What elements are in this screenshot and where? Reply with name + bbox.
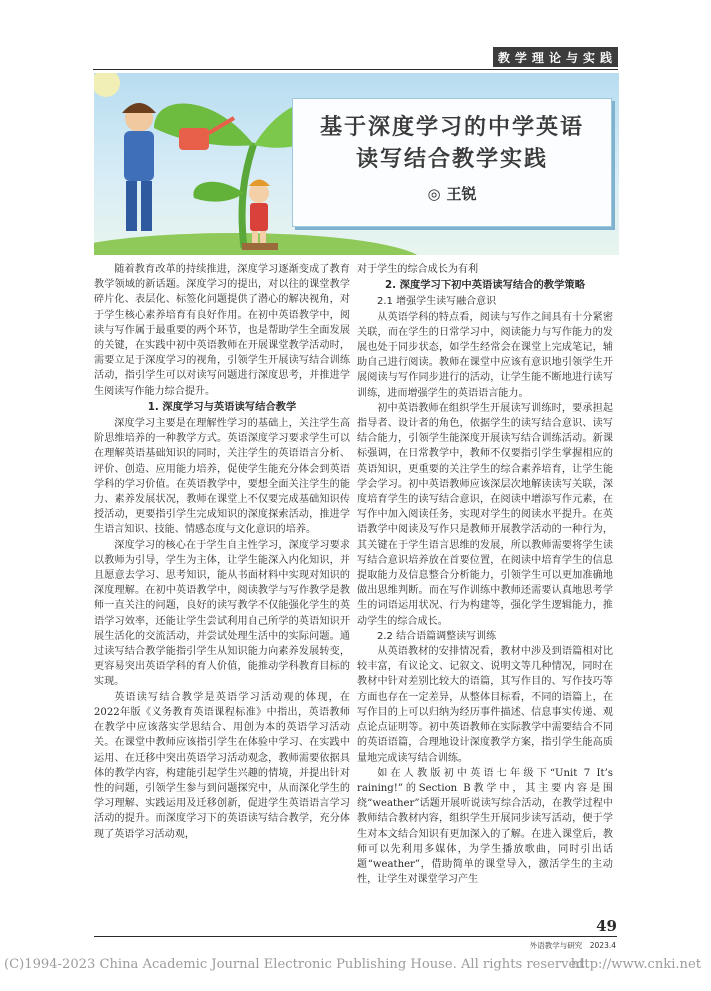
paragraph: 随着教育改革的持续推进，深度学习逐渐变成了教育教学领域的新话题。深度学习的提出，对以往的课堂教学碎片化、表层化、标签化问题提供了潜心的解决视角，对于学生核心素养培育有良好作用。在初中英语教学中，阅读与写作属于最重要的两个环节，也是帮助学生全面发展的关键，在实践中初中英语教师在开展课堂教学活动时，需要立足于深度学习的视角，引领学生开展读写结合训练活动，指引学生可以对读写问题进行深度思考，并推进学生阅读写作能力综合提升。 xyxy=(94,264,350,397)
bottom-rule xyxy=(94,936,617,937)
paragraph: 从英语学科的特点看，阅读与写作之间具有十分紧密关联，而在学生的日常学习中，阅读能力与写作能力的发展也处于同步状态，如学生经常会在课堂上完成笔记，辅助自己进行阅读。教师在课堂中应该有意识地引领学生开展阅读与写作同步进行的活动，让学生能不断地进行读写训练，进而增强学生的英语语言能力。 xyxy=(357,311,613,399)
section-tag-char: 践 xyxy=(599,50,613,65)
section-tag-char: 与 xyxy=(565,50,579,65)
author-mark: ◎ xyxy=(427,185,441,203)
section-tag-char: 教 xyxy=(497,50,511,65)
section-heading: 2. 深度学习下初中英语读写结合的教学策略 xyxy=(384,279,585,292)
paragraph: 初中英语教师在组织学生开展读写训练时，要承担起指导者、设计者的角色，依据学生的读写结合意识、读写结合能力，引领学生能深度开展读写结合训练活动。新课标强调，在日常教学中，教师不仅要指引学生掌握相应的英语知识，更重要的关注学生的综合素养培育，让学生能学会学习。初中英语教师应该深层次地解读读写关联，深度培育学生的读写结合意识，在阅读中增添写作元素，在写作中加入阅读任务，实现对学生的阅读水平提升。在英语教学中阅读及写作只是教师开展教学活动的一种行为，其关键在于学生语言思维的发展，所以教师需要将学生读写结合意识培养放在首要位置，在阅读中培育学生的信息提取能力及信息整合分析能力，引领学生可以更加准确地做出思维判断。而在写作训练中教师还需要认真地思考学生的词语运用状况、行为构建等，强化学生逻辑能力，推动学生的综合成长。 xyxy=(357,402,613,627)
journal-info: 外语教学与研究 2023.4 xyxy=(529,941,616,950)
top-rule xyxy=(93,69,618,70)
copyright-url: http://www.cnki.net xyxy=(570,957,701,972)
right-column xyxy=(357,262,613,887)
paragraph: 英语读写结合教学是英语学习活动观的体现，在2022年版《义务教育英语课程标准》中指出，英语教师在教学中应该落实学思结合、用创为本的英语学习活动关。在课堂中教师应该指引学生在体验中学习、在实践中运用、在迁移中突出英语学习活动观念，教师需要依据具体的教学内容，构建能引起学生兴趣的情境，并提出针对性的问题，引领学生参与到问题探究中，从而深化学生的学习理解、实践运用及迁移创新，促进学生英语语言学习活动的提升。而深度学习下的英语读写结合教学，充分体现了英语学习活动观， xyxy=(94,691,350,840)
paragraph: 如在人教版初中英语七年级下“Unit 7 It’s raining!”的Section B教学中，其主要内容是围绕“weather”话题开展听说读写综合活动，在教学过程中教师结合教材内容，组织学生开展同步读写活动，便于学生对本文结合知识有更加深入的了解。在进入课堂后，教师可以先利用多媒体，为学生播放歌曲，同时引出话题“weather”，借助简单的课堂导入，激活学生的主动性，让学生对课堂学习产生 xyxy=(357,767,613,886)
subsection-heading: 2.2 结合语篇调整读写训练 xyxy=(377,630,497,642)
copyright-line xyxy=(4,957,707,972)
left-column xyxy=(94,262,350,842)
article-title-line-1: 基于深度学习的中学英语 xyxy=(319,115,584,140)
title-box xyxy=(292,98,612,227)
paragraph-continued: 对于学生的综合成长为有利 xyxy=(357,264,479,275)
article-title-line-2: 读写结合教学实践 xyxy=(355,147,548,172)
section-heading: 1. 深度学习与英语读写结合教学 xyxy=(147,400,297,413)
section-tag-char: 实 xyxy=(582,50,596,65)
paragraph: 深度学习主要是在理解性学习的基础上，关注学生高阶思维培养的一种教学方式。英语深度学习要求学生可以在理解英语基础知识的同时，关注学生的英语语言分析、评价、创造、应用能力培养，促使学生能充分体会到英语学科的学习价值。在英语教学中，要想全面关注学生的能力、素养发展状况，教师在课堂上不仅要完成基础知识传授活动，更要指引学生完成知识的深度探索活动，推进学生语言知识、技能、情感态度与文化意识的培养。 xyxy=(94,418,350,536)
section-tag xyxy=(493,47,618,67)
title-banner xyxy=(94,73,619,255)
paragraph: 深度学习的核心在于学生自主性学习，深度学习要求以教师为引导，学生为主体，让学生能深入内化知识，并且愿意去学习、思考知识，能从书面材料中实现对知识的深度理解。在初中英语教学中，阅读教学与写作教学是教师一直关注的问题，良好的读写教学不仅能强化学生的英语学习效率，还能让学生尝试利用自己所学的英语知识开展生活化的交流活动，并尝试处理生活中的实际问题。通过读写结合教学能指引学生从知识能力向素养发展转变，更容易突出英语学科的育人价值，能推动学科教育目标的实现。 xyxy=(94,539,350,688)
copyright-text: (C)1994-2023 China Academic Journal Electronic Publishing House. All rights reserved. xyxy=(4,957,589,972)
section-tag-char: 论 xyxy=(548,50,562,65)
section-tag-char: 理 xyxy=(531,50,545,65)
subsection-heading: 2.1 增强学生读写融合意识 xyxy=(377,296,497,308)
section-tag-char: 学 xyxy=(514,50,528,65)
paragraph: 从英语教材的安排情况看，教材中涉及到语篇相对比较丰富，有议论文、记叙文、说明文等几种情况，同时在教材中针对差别比较大的语篇，其写作目的、写作技巧等方面也存在一定差异，从整体目标看，不同的语篇上，在写作目的上可以归纳为经历事件描述、信息事实传递、观点论点证明等。初中英语教师在实际教学中需要结合不同的英语语篇，合理地设计深度教学方案，指引学生能高质量地完成读写结合训练。 xyxy=(357,646,613,764)
author-name: 王锐 xyxy=(446,185,477,203)
page-number: 49 xyxy=(596,917,617,935)
author-line xyxy=(293,183,611,204)
